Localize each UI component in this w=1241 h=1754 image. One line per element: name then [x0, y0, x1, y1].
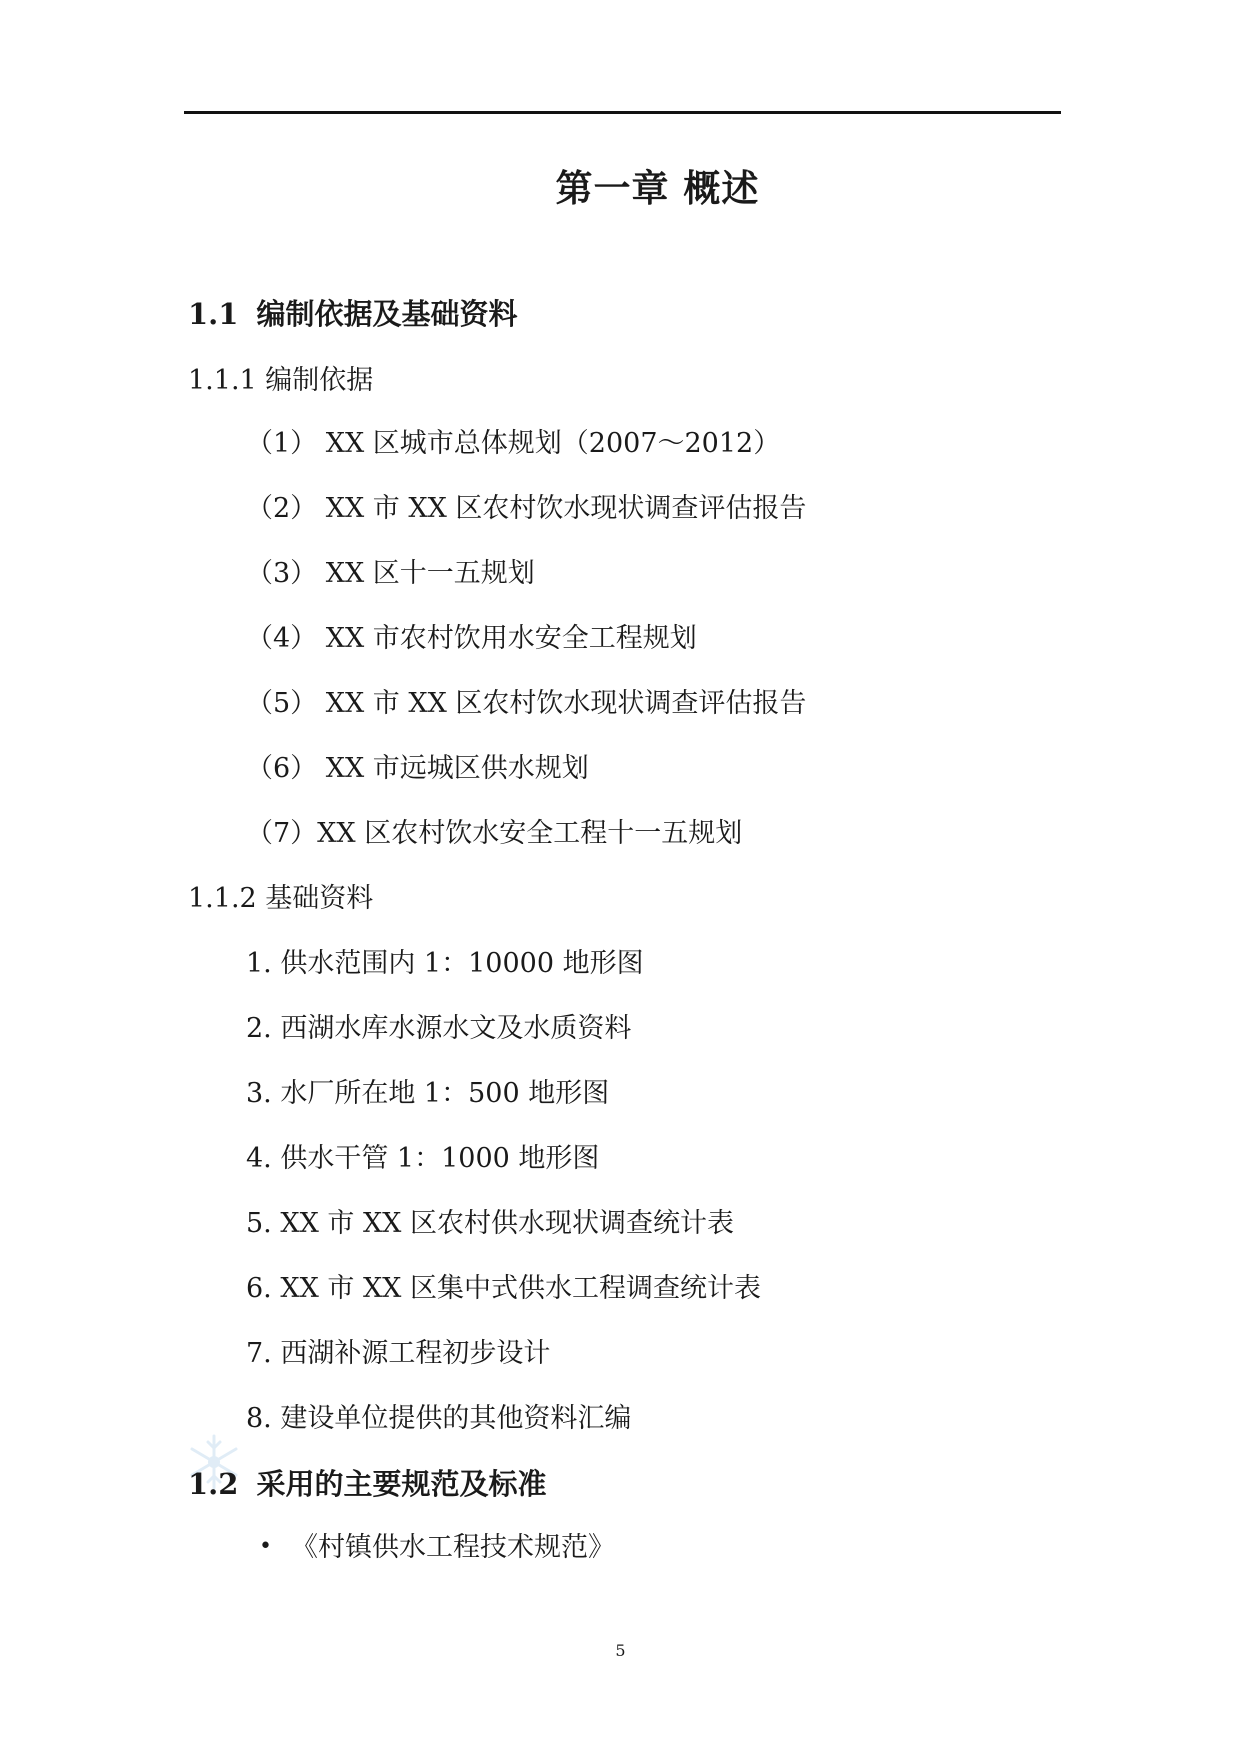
section-heading-1-1 [188, 292, 517, 333]
material-item-6: 6. XX 市 XX 区集中式供水工程调查统计表 [246, 1273, 761, 1304]
header-rule [184, 111, 1061, 114]
subsection-heading-1-1-2: 1.1.2 基础资料 [188, 883, 374, 914]
reference-item-5: （5） XX 市 XX 区农村饮水现状调查评估报告 [246, 688, 807, 719]
reference-item-1: （1） XX 区城市总体规划（2007～2012） [246, 428, 781, 459]
material-item-3: 3. 水厂所在地 1：500 地形图 [246, 1078, 610, 1109]
material-item-8: 8. 建设单位提供的其他资料汇编 [246, 1403, 632, 1434]
reference-item-4: （4） XX 市农村饮用水安全工程规划 [246, 623, 697, 654]
material-item-4: 4. 供水干管 1：1000 地形图 [246, 1143, 600, 1174]
material-item-7: 7. 西湖补源工程初步设计 [246, 1338, 551, 1369]
standard-item-1 [259, 1525, 615, 1564]
section-number: 1.1 [188, 297, 239, 331]
chapter-title: 第一章 概述 [555, 166, 760, 210]
reference-item-3: （3） XX 区十一五规划 [246, 558, 535, 589]
reference-item-7: （7）XX 区农村饮水安全工程十一五规划 [246, 818, 743, 849]
subsection-heading-1-1-1: 1.1.1 编制依据 [188, 365, 374, 396]
section-title: 采用的主要规范及标准 [256, 1467, 547, 1501]
bullet-icon: • [259, 1534, 272, 1559]
standard-item-text: 《村镇供水工程技术规范》 [291, 1532, 615, 1563]
reference-item-6: （6） XX 市远城区供水规划 [246, 753, 589, 784]
material-item-1: 1. 供水范围内 1：10000 地形图 [246, 948, 644, 979]
reference-item-2: （2） XX 市 XX 区农村饮水现状调查评估报告 [246, 493, 807, 524]
section-title: 编制依据及基础资料 [256, 297, 518, 331]
page-number: 5 [615, 1641, 626, 1660]
section-number: 1.2 [188, 1467, 239, 1501]
material-item-2: 2. 西湖水库水源水文及水质资料 [246, 1013, 632, 1044]
section-heading-1-2 [188, 1462, 546, 1503]
material-item-5: 5. XX 市 XX 区农村供水现状调查统计表 [246, 1208, 734, 1239]
